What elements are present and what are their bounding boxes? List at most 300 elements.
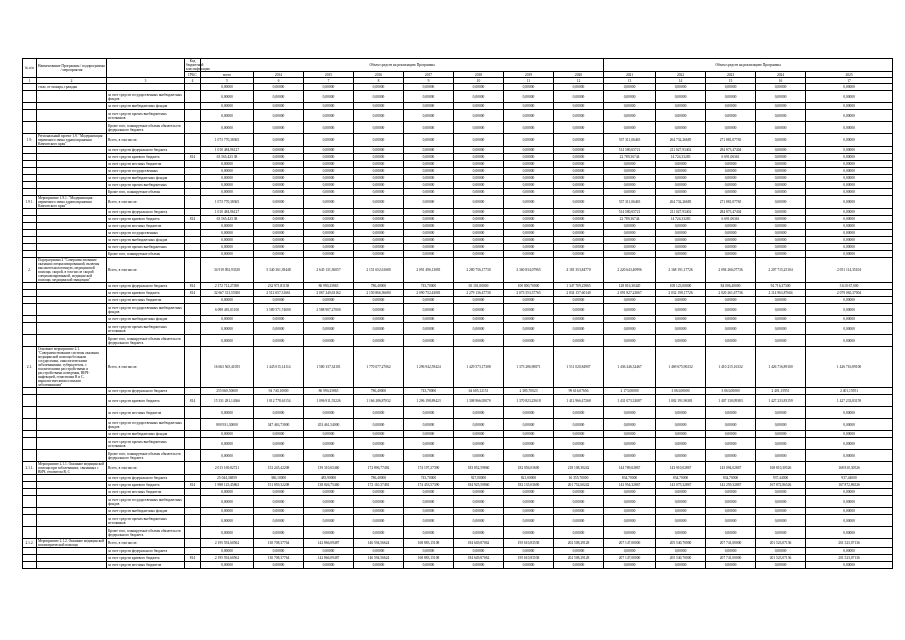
row-number-cell <box>23 251 37 258</box>
amount-cell: 0,00000 <box>604 244 656 251</box>
amount-cell: 2 401,15951 <box>806 388 893 395</box>
amount-cell: 0,00000 <box>254 216 304 223</box>
grbs-cell: 814 <box>185 283 201 290</box>
amount-cell: 0,00000 <box>706 304 756 316</box>
amount-cell: 0,00000 <box>806 548 893 555</box>
amount-cell: 0,00000 <box>604 548 656 555</box>
row-name-cell <box>37 438 107 450</box>
grbs-cell <box>185 419 201 431</box>
amount-cell: 3 589 571,74000 <box>254 304 304 316</box>
row-number-cell <box>23 189 37 196</box>
table-row <box>23 462 893 475</box>
amount-cell: 0,00000 <box>304 223 354 230</box>
grbs-cell <box>185 462 201 475</box>
amount-cell: 0,00000 <box>504 496 554 508</box>
amount-cell: 0,00000 <box>554 297 604 304</box>
amount-cell: 2 150 866,56680 <box>354 290 404 297</box>
amount-cell: 0,00000 <box>354 323 404 335</box>
row-name-cell <box>37 297 107 304</box>
amount-cell: 2 588 907,27000 <box>304 304 354 316</box>
amount-cell: 2 073 553,37765 <box>504 290 554 297</box>
amount-cell: 0,00000 <box>404 548 454 555</box>
amount-cell: 786,40000 <box>354 283 404 290</box>
grbs-cell <box>185 508 201 515</box>
amount-cell: 2 173,00000 <box>604 388 656 395</box>
amount-cell: 0,00000 <box>304 110 354 122</box>
amount-cell: 0,00000 <box>756 209 806 216</box>
row-name-cell <box>37 216 107 223</box>
row-number-cell <box>23 223 37 230</box>
amount-cell: 0,00000 <box>454 230 504 237</box>
grbs-cell <box>185 388 201 395</box>
amount-cell: 0,00000 <box>656 335 706 347</box>
amount-cell: 2 051 114,35104 <box>806 258 893 283</box>
table-row <box>23 134 893 147</box>
amount-cell: 195 610,83538 <box>504 539 554 548</box>
grbs-cell <box>185 134 201 147</box>
amount-cell: 0,00000 <box>454 110 504 122</box>
row-number-cell <box>23 283 37 290</box>
grbs-cell <box>185 297 201 304</box>
amount-cell: 0,00000 <box>554 182 604 189</box>
grbs-cell <box>185 147 201 154</box>
amount-cell: 0,00000 <box>604 91 656 103</box>
amount-cell: 0,00000 <box>504 161 554 168</box>
amount-cell: 0,00000 <box>504 562 554 569</box>
row-number-cell <box>23 475 37 482</box>
amount-cell: 0,00000 <box>756 251 806 258</box>
amount-cell: 0,00000 <box>504 230 554 237</box>
amount-cell: 0,00000 <box>554 122 604 134</box>
row-name-cell <box>37 562 107 569</box>
amount-cell: 0,00000 <box>454 223 504 230</box>
amount-cell: 0,00000 <box>656 527 706 539</box>
amount-cell: 0,00000 <box>806 251 893 258</box>
amount-cell: 0,00000 <box>404 508 454 515</box>
amount-cell: 0,00000 <box>756 304 806 316</box>
row-number-cell: 2.1.1. <box>23 462 37 475</box>
amount-cell: 0,00000 <box>756 134 806 147</box>
amount-cell: 0,00000 <box>304 134 354 147</box>
amount-cell: 0,00000 <box>656 175 706 182</box>
amount-cell: 2 032 198,17726 <box>656 290 706 297</box>
amount-cell: 0,00000 <box>354 407 404 419</box>
row-name-cell <box>37 91 107 103</box>
row-name-cell <box>37 154 107 161</box>
amount-cell: 34 919 092,93330 <box>201 258 254 283</box>
amount-cell: 0,00000 <box>706 548 756 555</box>
amount-cell: 0,00000 <box>354 168 404 175</box>
table-row <box>23 515 893 527</box>
amount-cell: 0,00000 <box>454 450 504 462</box>
amount-cell: 0,00000 <box>706 182 756 189</box>
row-number-cell: 1.9.1. <box>23 196 37 209</box>
amount-cell: 0,00000 <box>454 496 504 508</box>
amount-cell: 2 091 827,23067 <box>604 290 656 297</box>
amount-cell: 2 020 261,67736 <box>706 290 756 297</box>
amount-cell: 786,40000 <box>354 475 404 482</box>
amount-cell: 0,00000 <box>504 110 554 122</box>
year-header: 2025 <box>806 72 893 78</box>
amount-cell: 0,00000 <box>554 527 604 539</box>
amount-cell: 146 594,56624 <box>354 539 404 548</box>
funding-source-cell: Всего, в том числе: <box>107 462 185 475</box>
row-number-cell <box>23 395 37 407</box>
table-row <box>23 419 893 431</box>
amount-cell: 0,00000 <box>656 84 706 91</box>
amount-cell: 0,00000 <box>806 316 893 323</box>
table-row <box>23 450 893 462</box>
amount-cell: 0,00000 <box>706 323 756 335</box>
amount-cell: 184 649,87062 <box>454 555 504 562</box>
amount-cell: 0,00000 <box>254 168 304 175</box>
amount-cell: 0,00000 <box>504 209 554 216</box>
row-number-cell <box>23 438 37 450</box>
amount-cell: 0,00000 <box>454 147 504 154</box>
amount-cell: 211 027,93402 <box>656 209 706 216</box>
amount-cell: 0,00000 <box>504 168 554 175</box>
amount-cell: 0,00000 <box>604 527 656 539</box>
amount-cell: 0,00000 <box>304 230 354 237</box>
table-row <box>23 223 893 230</box>
amount-cell: 0,00000 <box>806 189 893 196</box>
amount-cell: 0,00000 <box>656 438 706 450</box>
amount-cell: 0,00000 <box>604 175 656 182</box>
grbs-cell <box>185 175 201 182</box>
table-row <box>23 527 893 539</box>
grbs-cell <box>185 161 201 168</box>
amount-cell: 151 859,32208 <box>254 482 304 489</box>
row-name-cell <box>37 548 107 555</box>
amount-cell: 0,00000 <box>304 168 354 175</box>
year-header: 2020 <box>554 72 604 78</box>
grbs-cell <box>185 103 201 110</box>
amount-cell: 0,00000 <box>254 297 304 304</box>
amount-cell: 0,00000 <box>756 175 806 182</box>
amount-cell: 0,00000 <box>404 304 454 316</box>
amount-cell: 0,00000 <box>756 450 806 462</box>
amount-cell: 0,00000 <box>554 316 604 323</box>
amount-cell: 1 373 286,90871 <box>504 347 554 388</box>
amount-cell: 152 245,42208 <box>254 462 304 475</box>
funding-source-cell: Всего, в том числе: <box>107 539 185 548</box>
amount-cell: 0,00000 <box>404 230 454 237</box>
amount-cell: 0,00000 <box>756 84 806 91</box>
amount-cell: 1 166 286,87032 <box>354 395 404 407</box>
table-row <box>23 438 893 450</box>
amount-cell: 0,00000 <box>604 496 656 508</box>
amount-cell: 0,00000 <box>806 562 893 569</box>
amount-cell: 0,00000 <box>454 508 504 515</box>
amount-cell: 0,00000 <box>354 431 404 438</box>
row-name-cell <box>37 419 107 431</box>
row-number-cell <box>23 147 37 154</box>
row-number-cell <box>23 230 37 237</box>
amount-cell: 0,00000 <box>201 450 254 462</box>
amount-cell: 2 220 643,40996 <box>604 258 656 283</box>
budget-table-sheet <box>22 58 892 569</box>
amount-cell: 264 732,26685 <box>656 196 706 209</box>
year-header: 2019 <box>504 72 554 78</box>
amount-cell: 0,00000 <box>756 147 806 154</box>
grbs-cell <box>185 251 201 258</box>
amount-cell: 0,00000 <box>254 154 304 161</box>
row-name-cell <box>37 482 107 489</box>
amount-cell: 0,00000 <box>454 91 504 103</box>
amount-cell: 0,00000 <box>656 103 706 110</box>
table-row <box>23 304 893 316</box>
amount-cell: 0,00000 <box>254 134 304 147</box>
amount-cell: 0,00000 <box>756 548 806 555</box>
amount-cell: 0,00000 <box>404 297 454 304</box>
amount-cell: 937,44000 <box>806 475 893 482</box>
funding-source-cell: за счет средств внебюджетных фондов <box>107 508 185 515</box>
row-name-cell <box>37 527 107 539</box>
amount-cell: 1 445 015,14114 <box>254 347 304 388</box>
amount-cell: 22 789,36744 <box>604 216 656 223</box>
amount-cell: 0,00000 <box>254 251 304 258</box>
table-row <box>23 230 893 237</box>
amount-cell: 0,00000 <box>706 508 756 515</box>
amount-cell: 0,00000 <box>304 175 354 182</box>
amount-cell: 0,00000 <box>404 161 454 168</box>
amount-cell: 0,00000 <box>254 335 304 347</box>
amount-cell: 0,00000 <box>304 438 354 450</box>
amount-cell: 0,00000 <box>706 244 756 251</box>
amount-cell: 0,00000 <box>354 91 404 103</box>
amount-cell: 0,00000 <box>454 335 504 347</box>
amount-cell: 0,00000 <box>454 168 504 175</box>
amount-cell: 0,00000 <box>604 419 656 431</box>
amount-cell: 0,00000 <box>604 515 656 527</box>
amount-cell: 0,00000 <box>504 244 554 251</box>
year-header: 2017 <box>404 72 454 78</box>
year-header: 2022 <box>656 72 706 78</box>
amount-cell: 0,00000 <box>254 489 304 496</box>
amount-cell: 0,00000 <box>354 527 404 539</box>
grbs-cell <box>185 84 201 91</box>
funding-source-cell: за счет средств прочих внебюджетных источников <box>107 515 185 527</box>
amount-cell: 0,00000 <box>254 431 304 438</box>
funding-source-cell: за счет средств федерального бюджета <box>107 209 185 216</box>
table-row <box>23 244 893 251</box>
row-number-cell <box>23 515 37 527</box>
amount-cell: 0,00000 <box>354 251 404 258</box>
funding-source-cell: за счет средств краевого бюджета <box>107 216 185 223</box>
row-name-cell <box>37 223 107 230</box>
amount-cell: 0,00000 <box>806 154 893 161</box>
amount-cell: 0,00000 <box>304 196 354 209</box>
row-name-cell <box>37 209 107 216</box>
amount-cell: 0,00000 <box>404 209 454 216</box>
column-index-cell: 13 <box>604 78 656 84</box>
amount-cell: 0,00000 <box>554 489 604 496</box>
amount-cell: 0,00000 <box>554 209 604 216</box>
amount-cell: 0,00000 <box>304 496 354 508</box>
amount-cell: 0,00000 <box>706 110 756 122</box>
row-number-cell <box>23 316 37 323</box>
row-name-cell <box>37 508 107 515</box>
table-row <box>23 489 893 496</box>
amount-cell: 0,00000 <box>554 110 604 122</box>
table-row <box>23 91 893 103</box>
column-index-cell: 15 <box>706 78 756 84</box>
amount-cell: 86 990,25865 <box>304 283 354 290</box>
amount-cell: 0,00000 <box>254 527 304 539</box>
amount-cell: 284 873,47404 <box>706 147 756 154</box>
amount-cell: 0,00000 <box>806 161 893 168</box>
amount-cell: 0,00000 <box>656 407 706 419</box>
amount-cell: 167 872,86526 <box>806 482 893 489</box>
row-name-cell: стью, от пожара, граждан <box>37 84 107 91</box>
amount-cell: 1 012 778,61154 <box>254 395 304 407</box>
amount-cell: 834,70000 <box>656 475 706 482</box>
amount-cell: 0,00000 <box>304 147 354 154</box>
grbs-cell <box>185 304 201 316</box>
grbs-cell <box>185 91 201 103</box>
amount-cell: 0,00000 <box>354 496 404 508</box>
amount-cell: 0,00000 <box>756 496 806 508</box>
year-header: 2018 <box>454 72 504 78</box>
amount-cell: 84 006,40000 <box>706 283 756 290</box>
funding-source-cell: за счет средств государственных <box>107 168 185 175</box>
amount-cell: 143 075,32867 <box>656 482 706 489</box>
amount-cell: 0,00000 <box>656 297 706 304</box>
amount-cell: 143 094,02867 <box>706 462 756 475</box>
funding-source-cell: за счет средств внебюджетных фондов <box>107 175 185 182</box>
amount-cell: 138 826,75460 <box>304 482 354 489</box>
amount-cell: 22 789,36744 <box>604 154 656 161</box>
amount-cell: 0,00000 <box>201 84 254 91</box>
amount-cell: 0,00000 <box>201 175 254 182</box>
row-name-cell <box>37 283 107 290</box>
amount-cell: 0,00000 <box>504 147 554 154</box>
amount-cell: 0,00000 <box>554 508 604 515</box>
amount-cell: 0,00000 <box>404 122 454 134</box>
amount-cell: 2 013 169,82721 <box>201 462 254 475</box>
amount-cell: 0,00000 <box>554 237 604 244</box>
amount-cell: 0,00000 <box>504 323 554 335</box>
amount-cell: 100 800,70000 <box>504 283 554 290</box>
amount-cell: 0,00000 <box>254 182 304 189</box>
amount-cell: 14 724,33283 <box>656 216 706 223</box>
amount-cell: 1 431 073,32087 <box>604 395 656 407</box>
row-number-cell <box>23 450 37 462</box>
amount-cell: 0,00000 <box>656 122 706 134</box>
row-number-cell <box>23 489 37 496</box>
amount-cell: 2 207 715,25104 <box>756 258 806 283</box>
funding-source-cell: за счет средств краевого бюджета <box>107 395 185 407</box>
amount-cell: 0,00000 <box>756 237 806 244</box>
table-row <box>23 209 893 216</box>
amount-cell: 0,00000 <box>554 419 604 431</box>
funding-source-cell: за счет средств внебюджетных фондов <box>107 237 185 244</box>
amount-cell: 0,00000 <box>354 508 404 515</box>
funding-source-cell: Кроме того, планируемые объемы <box>107 251 185 258</box>
amount-cell: 0,00000 <box>304 450 354 462</box>
table-row <box>23 154 893 161</box>
year-header: всего <box>201 72 254 78</box>
amount-cell: 0,00000 <box>604 168 656 175</box>
grbs-cell <box>185 475 201 482</box>
amount-cell: 0,00000 <box>304 508 354 515</box>
amount-cell: 92 716,37300 <box>756 283 806 290</box>
amount-cell: 0,00000 <box>354 515 404 527</box>
amount-cell: 184 649,87062 <box>454 539 504 548</box>
amount-cell: 0,00000 <box>354 103 404 110</box>
amount-cell: 1 412 966,47268 <box>554 395 604 407</box>
amount-cell: 0,00000 <box>554 196 604 209</box>
amount-cell: 143 954,32867 <box>604 482 656 489</box>
amount-cell: 0,00000 <box>201 489 254 496</box>
amount-cell: 2 090 752,43081 <box>404 290 454 297</box>
amount-cell: 0,00000 <box>201 431 254 438</box>
amount-cell: 0,00000 <box>504 431 554 438</box>
amount-cell: 168 883,15108 <box>404 539 454 548</box>
table-row <box>23 189 893 196</box>
table-row <box>23 161 893 168</box>
amount-cell: 0,00000 <box>254 562 304 569</box>
amount-cell: 0,00000 <box>656 323 706 335</box>
amount-cell: 0,00000 <box>554 84 604 91</box>
amount-cell: 0,00000 <box>656 562 706 569</box>
amount-cell: 937,44000 <box>756 475 806 482</box>
row-number-cell <box>23 548 37 555</box>
amount-cell: 0,00000 <box>756 244 806 251</box>
amount-cell: 0,00000 <box>806 496 893 508</box>
amount-cell: 0,00000 <box>756 515 806 527</box>
amount-cell: 0,00000 <box>354 335 404 347</box>
column-index-cell: 11 <box>504 78 554 84</box>
amount-cell: 0,00000 <box>304 251 354 258</box>
amount-cell: 1 429 573,17308 <box>454 347 504 388</box>
amount-cell: 0,00000 <box>806 407 893 419</box>
amount-cell: 14 724,33283 <box>656 154 706 161</box>
funding-source-cell: за счет средств прочих внебюджетных источников <box>107 438 185 450</box>
amount-cell: 0,00000 <box>554 147 604 154</box>
amount-cell: 514 580,65721 <box>604 209 656 216</box>
amount-cell: 0,00000 <box>756 438 806 450</box>
amount-cell: 0,00000 <box>504 237 554 244</box>
amount-cell: 0,00000 <box>806 122 893 134</box>
grbs-cell: 814 <box>185 216 201 223</box>
grbs-cell <box>185 168 201 175</box>
amount-cell: 0,00000 <box>354 244 404 251</box>
table-row <box>23 175 893 182</box>
amount-cell: 0,00000 <box>454 209 504 216</box>
amount-cell: 1 436 246,32467 <box>604 347 656 388</box>
amount-cell: 514 580,65721 <box>604 147 656 154</box>
amount-cell: 201 752,60242 <box>554 482 604 489</box>
amount-cell: 2 401,15951 <box>756 388 806 395</box>
row-name-cell <box>37 335 107 347</box>
amount-cell: 0,00000 <box>504 103 554 110</box>
row-name-cell <box>37 230 107 237</box>
amount-cell: 0,00000 <box>254 223 304 230</box>
amount-cell: 128 816,30420 <box>604 283 656 290</box>
row-name-cell <box>37 110 107 122</box>
grbs-cell <box>185 223 201 230</box>
amount-cell: 0,00000 <box>756 122 806 134</box>
amount-cell: 0,00000 <box>554 216 604 223</box>
amount-cell: 0,00000 <box>706 419 756 431</box>
amount-cell: 0,00000 <box>706 527 756 539</box>
amount-cell: 0,00000 <box>504 154 554 161</box>
amount-cell: 0,00000 <box>454 304 504 316</box>
amount-cell: 0,00000 <box>504 189 554 196</box>
amount-cell: 0,00000 <box>254 189 304 196</box>
amount-cell: 0,00000 <box>201 122 254 134</box>
